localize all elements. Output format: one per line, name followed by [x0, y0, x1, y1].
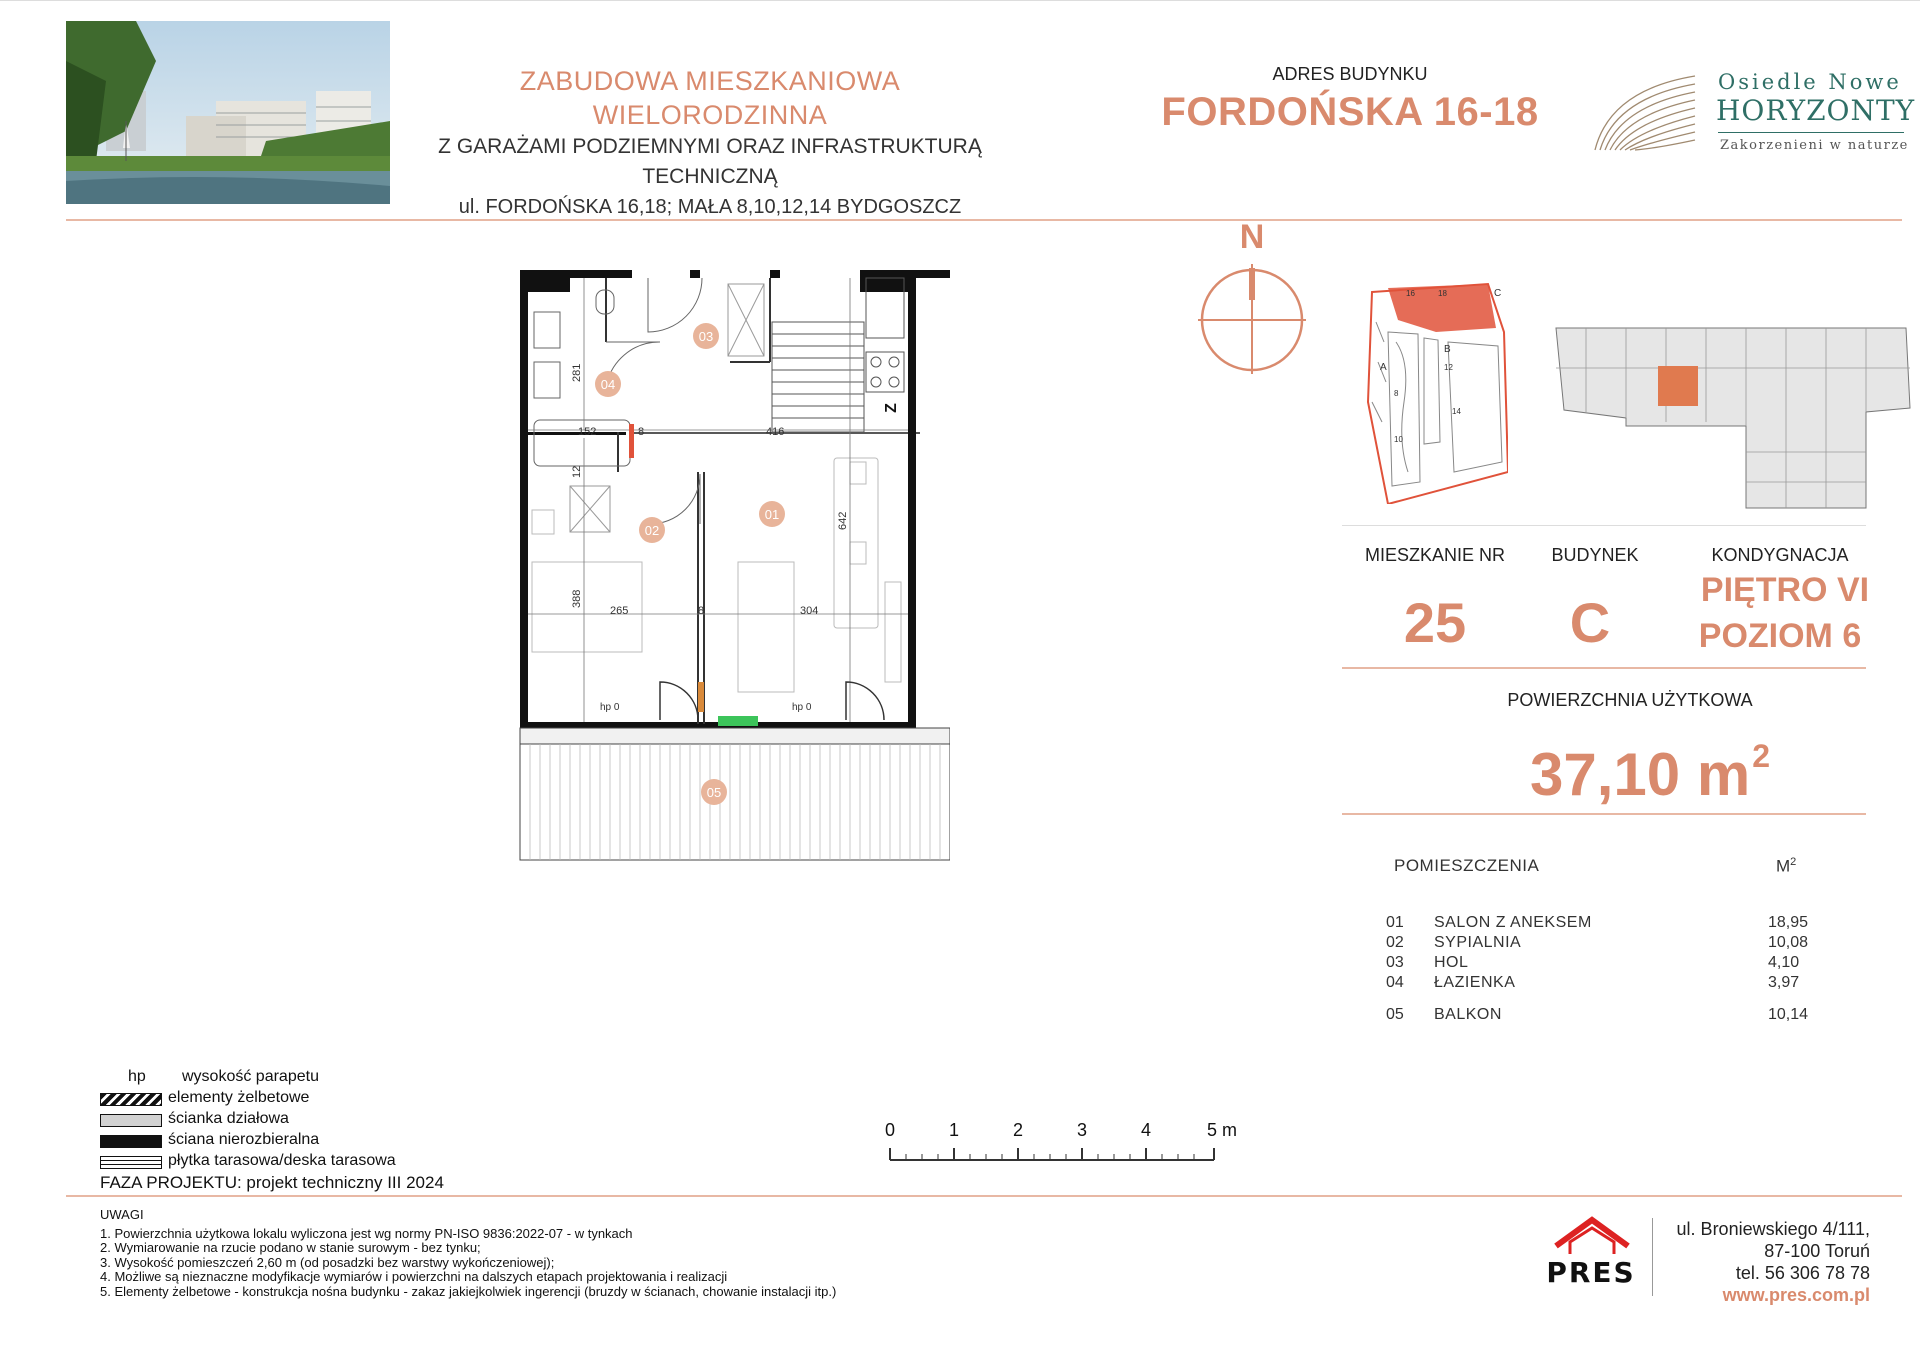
compass-icon — [1190, 224, 1314, 374]
project-title-line1: ZABUDOWA MIESZKANIOWA WIELORODZINNA — [519, 66, 901, 130]
room-row — [1386, 934, 1816, 954]
usable-area-exponent: 2 — [1752, 738, 1770, 774]
site-building-label: C — [1494, 288, 1502, 299]
building-value: C — [1569, 591, 1611, 654]
apartment-number-label: MIESZKANIE NR — [1364, 545, 1506, 565]
usable-area-value — [1490, 738, 1810, 809]
level-label: KONDYGNACJA — [1711, 545, 1849, 565]
legend-label: ścianka działowa — [168, 1110, 289, 1127]
note-item: 4. Możliwe są nieznaczne modyfikacje wymiarów i powierzchni na dalszych etapach projektowania i realizacji — [100, 1269, 728, 1284]
note-item: 2. Wymiarowanie na rzucie podano w stanie surowym - bez tynku; — [100, 1240, 481, 1255]
wall-east — [908, 270, 916, 728]
room-marker-05: 05 — [706, 785, 722, 800]
info-divider-2 — [1342, 813, 1866, 815]
scale-tick-label: 1 — [948, 1120, 960, 1140]
scale-tick-label: 0 — [884, 1120, 896, 1140]
level-line2: POZIOM 6 — [1698, 617, 1862, 655]
brand-logo — [1590, 66, 1916, 166]
address-value: FORDOŃSKA 16-18 — [1161, 90, 1539, 134]
brand-line1: Osiedle Nowe — [1718, 70, 1902, 94]
door-swing-hall — [648, 278, 702, 332]
dimension-text: 152 — [578, 426, 597, 438]
rooms-header-name: POMIESZCZENIA — [1394, 856, 1540, 875]
dimension-text: 8 — [638, 426, 645, 438]
room-area: 10,08 — [1768, 934, 1809, 951]
wardrobe-mark: Z — [883, 403, 900, 413]
project-title-line2: Z GARAŻAMI PODZIEMNYMI ORAZ INFRASTRUKTURĄ TECHNICZNĄ — [438, 135, 982, 188]
top-rule — [0, 0, 1920, 1]
scale-tick-label: 5 m — [1206, 1120, 1238, 1140]
dimension-text: 388 — [571, 589, 583, 608]
balcony — [520, 716, 950, 860]
room-number: 05 — [1386, 1006, 1404, 1023]
scale-tick-label: 3 — [1076, 1120, 1088, 1140]
note-item: 3. Wysokość pomieszczeń 2,60 m (od posadzki bez warstwy wykończeniowej); — [100, 1254, 555, 1270]
company-address-line1: ul. Broniewskiego 4/111, — [1676, 1219, 1870, 1239]
room-marker-03: 03 — [698, 329, 714, 344]
legend-swatch-concrete — [100, 1093, 162, 1106]
brand-emblem-icon — [1590, 70, 1702, 156]
building-label: BUDYNEK — [1551, 545, 1639, 565]
unit-highlight — [1658, 366, 1698, 406]
rooms-header-unit-exp: 2 — [1790, 856, 1797, 868]
wall-west — [520, 270, 528, 728]
pres-logo-text: PRES — [1546, 1256, 1636, 1289]
project-title — [400, 64, 1020, 222]
room-area: 3,97 — [1768, 974, 1800, 991]
building-key-plan — [1546, 322, 1916, 512]
legend-hp-text: wysokość parapetu — [182, 1068, 319, 1085]
room-name: HOL — [1434, 954, 1469, 971]
dimension-text: 265 — [610, 605, 629, 617]
room-marker-02: 02 — [644, 523, 660, 538]
legend-swatch-wall — [100, 1135, 162, 1148]
room-row — [1386, 974, 1816, 994]
project-phase: FAZA PROJEKTU: projekt techniczny III 2024 — [100, 1173, 444, 1192]
area-label: POWIERZCHNIA UŻYTKOWA — [1507, 690, 1753, 710]
scale-tick-label: 4 — [1140, 1120, 1152, 1140]
room-area: 4,10 — [1768, 954, 1800, 971]
room-row — [1386, 954, 1816, 974]
company-address-line2: 87-100 Toruń — [1764, 1241, 1870, 1261]
wall-north-1 — [520, 270, 632, 278]
level-line1: PIĘTRO VI — [1700, 571, 1870, 609]
legend-hp-abbr: hp — [128, 1068, 146, 1085]
site-plan-map — [1358, 282, 1508, 504]
address-label: ADRES BUDYNKU — [1272, 64, 1428, 84]
room-row — [1386, 1006, 1816, 1026]
room-area: 18,95 — [1768, 914, 1809, 931]
header-divider — [66, 219, 1902, 221]
room-number: 03 — [1386, 954, 1404, 971]
dimension-text: 304 — [800, 605, 819, 617]
room-area: 10,14 — [1768, 1006, 1809, 1023]
room-name: BALKON — [1434, 1006, 1502, 1023]
note-item: 5. Elementy żelbetowe - konstrukcja nośna budynku - zakaz jakiejkolwiek ingerencji (bruzdy w ścianach, chowanie instalacji itp.) — [100, 1283, 837, 1299]
dimension-text: 281 — [571, 363, 583, 382]
room-row — [1386, 914, 1816, 934]
company-website-link[interactable]: www.pres.com.pl — [1722, 1285, 1870, 1305]
dimension-text: 12 — [571, 465, 583, 478]
site-building-label: A — [1380, 362, 1387, 373]
legend-swatch-partition — [100, 1114, 162, 1127]
rooms-header-unit — [1776, 856, 1796, 877]
info-divider-1 — [1342, 667, 1866, 669]
notes — [100, 1208, 836, 1299]
floor-plan — [510, 262, 950, 882]
legend-label: elementy żelbetowe — [168, 1089, 310, 1106]
building-render-image — [66, 21, 390, 204]
room-name: SYPIALNIA — [1434, 934, 1522, 951]
site-number: 14 — [1452, 407, 1461, 416]
project-title-line3: ul. FORDOŃSKA 16,18; MAŁA 8,10,12,14 BYDGOSZCZ — [458, 196, 962, 218]
company-phone: tel. 56 306 78 78 — [1735, 1263, 1870, 1283]
room-marker-04: 04 — [600, 377, 616, 392]
dimension-text: 8 — [698, 605, 705, 617]
usable-area-number: 37,10 m — [1530, 741, 1751, 808]
room-number: 04 — [1386, 974, 1404, 991]
balcony-window-marker — [718, 716, 758, 726]
brand-line3: Zakorzenieni w naturze — [1720, 138, 1909, 153]
room-marker-01: 01 — [764, 507, 780, 522]
site-number: 8 — [1394, 389, 1399, 398]
keyplan-divider — [1342, 525, 1866, 526]
scale-tick-label: 2 — [1012, 1120, 1024, 1140]
door-swing-bedroom — [650, 474, 700, 524]
rooms-header-unit-text: M — [1776, 856, 1791, 876]
parapet-label: hp 0 — [792, 702, 812, 713]
footer-divider — [66, 1195, 1902, 1197]
site-number: 16 — [1406, 289, 1415, 298]
scale-bar — [876, 1118, 1246, 1168]
legend-label: ściana nierozbieralna — [168, 1131, 320, 1148]
dimension-text: 642 — [837, 511, 849, 530]
compass-label: N — [1239, 224, 1265, 256]
site-number: 12 — [1444, 363, 1453, 372]
room-number: 02 — [1386, 934, 1404, 951]
apartment-number: 25 — [1403, 591, 1467, 654]
parapet-label: hp 0 — [600, 702, 620, 713]
site-number: 10 — [1394, 435, 1403, 444]
notes-title: UWAGI — [100, 1207, 144, 1222]
legend-label: płytka tarasowa/deska tarasowa — [168, 1152, 396, 1169]
note-item: 1. Powierzchnia użytkowa lokalu wyliczona jest wg normy PN-ISO 9836:2022-07 - w tynkach — [100, 1225, 633, 1241]
site-building-label: B — [1444, 344, 1451, 355]
room-number: 01 — [1386, 914, 1404, 931]
dimension-text: 416 — [766, 426, 785, 438]
door-jamb-marker — [629, 424, 634, 458]
legend-swatch-terrace — [100, 1156, 162, 1169]
room-name: SALON Z ANEKSEM — [1434, 914, 1592, 931]
entry-marker — [698, 682, 704, 712]
brand-divider — [1718, 132, 1904, 133]
company-contact — [1560, 1218, 1870, 1306]
room-name: ŁAZIENKA — [1434, 974, 1516, 991]
site-number: 18 — [1438, 289, 1447, 298]
brand-line2: HORYZONTY — [1716, 94, 1916, 127]
